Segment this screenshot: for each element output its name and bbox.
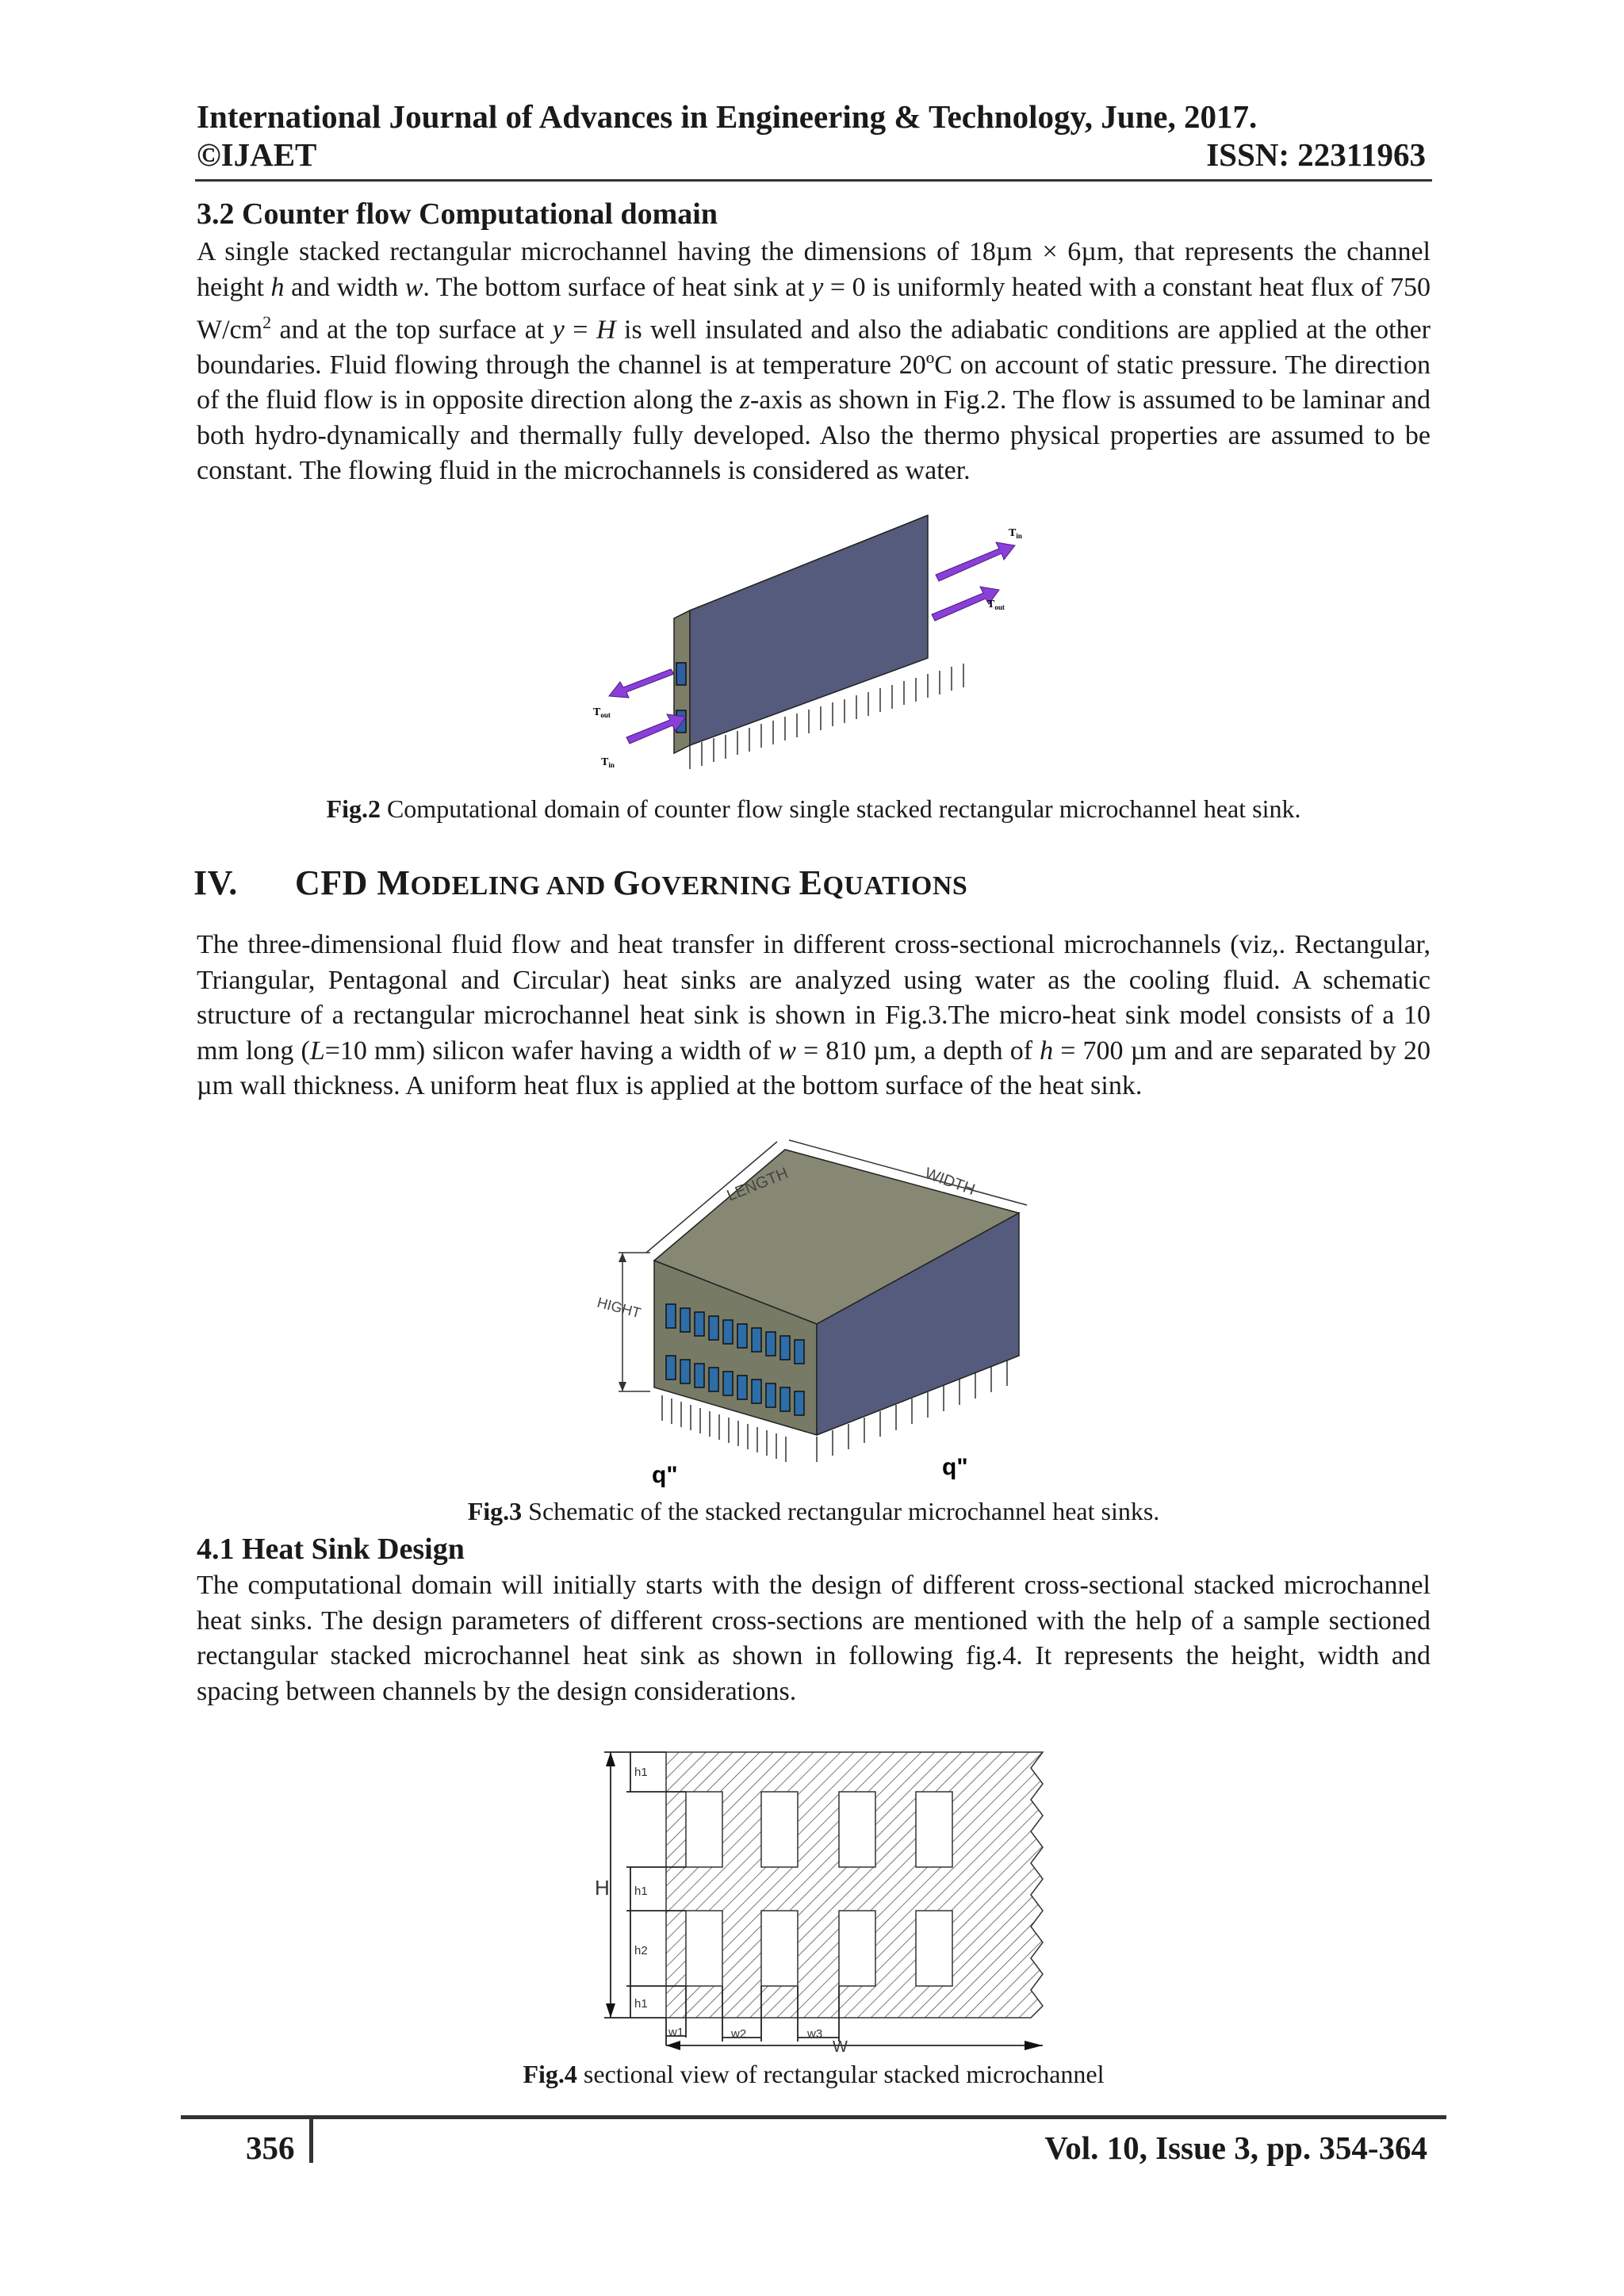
fig2-label-tout-top: $T_{out}$ bbox=[987, 599, 1005, 611]
fig3-length-label: LENGTH bbox=[724, 1164, 791, 1205]
fig4-caption: Fig.4 sectional view of rectangular stacked microchannel bbox=[523, 2060, 1105, 2088]
page-number: 356 bbox=[246, 2130, 295, 2166]
fig4-h1-bottom-label: h1 bbox=[634, 1997, 648, 2011]
fig3-width-label: WIDTH bbox=[922, 1165, 978, 1200]
section-iv-number: IV. bbox=[193, 863, 238, 902]
section-4-1-title: 4.1 Heat Sink Design bbox=[197, 1533, 465, 1566]
fig4-w1-label: w1 bbox=[668, 2026, 684, 2039]
fig4-w2-label: w2 bbox=[731, 2027, 747, 2041]
fig4-W-label: W bbox=[833, 2038, 848, 2053]
section-3-2-paragraph: A single stacked rectangular microchannel having the dimensions of 18µm × 6µm, that represents the channel height h and width w. The bottom surface of heat sink at y = 0 is uniformly heated with a constant heat flux of 750 $W/cm^2$ and at the top surface at y = H is well insulated and also the adiabatic conditions are applied at the other boundaries. Fluid flowing through the channel is at temperature 20ºC on account of static pressure. The direction of the fluid flow is in opposite direction along the z-axis as shown in Fig.2. The flow is assumed to be laminar and both hydro-dynamically and thermally fully developed. Also the thermo physical properties are assumed to be constant. The flowing fluid in the microchannels is considered as water. bbox=[197, 237, 1431, 486]
section-iv-paragraph: The three-dimensional fluid flow and heat transfer in different cross-sectional microchannels (viz,. Rectangular, Triangular, Pentagonal and Circular) heat sinks are analyzed using water as the cooling fluid. A schematic structure of a rectangular microchannel heat sink is shown in Fig.3.The micro-heat sink model consists of a 10 mm long (L=10 mm) silicon wafer having a width of w = 810 µm, a depth of h = 700 µm and are separated by 20 µm wall thickness. A uniform heat flux is applied at the bottom surface of the heat sink. bbox=[197, 930, 1431, 1100]
fig3-flux-left: q" bbox=[652, 1462, 678, 1488]
fig4-H-label: H bbox=[595, 1876, 610, 1900]
fig2-label-tin-top: $T_{in}$ bbox=[1009, 527, 1022, 540]
footer-rule bbox=[181, 2115, 1446, 2119]
fig4-sectional-view-diagram bbox=[587, 1736, 1047, 2053]
fig4-h2-label: h2 bbox=[634, 1944, 648, 1957]
fig3-height-label: HIGHT bbox=[595, 1294, 643, 1322]
fig4-h1-mid-label: h1 bbox=[634, 1885, 648, 1898]
fig2-label-tout-left: $T_{out}$ bbox=[593, 706, 611, 719]
fig3-flux-right: q" bbox=[942, 1454, 968, 1480]
fig3-caption: Fig.3 Schematic of the stacked rectangular microchannel heat sinks. bbox=[467, 1497, 1160, 1525]
fig2-label-tin-left: $T_{in}$ bbox=[601, 756, 615, 769]
fig4-h1-top-label: h1 bbox=[634, 1766, 648, 1779]
header-rule bbox=[195, 179, 1432, 182]
section-3-2-title: 3.2 Counter flow Computational domain bbox=[197, 197, 718, 231]
footer-divider bbox=[309, 2118, 313, 2163]
fig2-caption: Fig.2 Computational domain of counter flow single stacked rectangular microchannel heat sink. bbox=[326, 794, 1301, 823]
fig2-heat-sink-diagram bbox=[571, 507, 1063, 785]
copyright: ©IJAET bbox=[197, 136, 317, 173]
volume-info: Vol. 10, Issue 3, pp. 354-364 bbox=[1044, 2130, 1427, 2166]
journal-title: International Journal of Advances in Engineering & Technology, June, 2017. bbox=[197, 98, 1258, 135]
fig3-stacked-heat-sink-diagram bbox=[587, 1126, 1047, 1498]
section-4-1-paragraph: The computational domain will initially starts with the design of different cross-sectional stacked microchannel heat sinks. The design parameters of different cross-sections are mentioned with the help of a sample sectioned rectangular stacked microchannel heat sink as shown in following fig.4. It represents the height, width and spacing between channels by the design considerations. bbox=[197, 1571, 1431, 1706]
section-iv-title: CFD MODELING AND GOVERNING EQUATIONS bbox=[295, 863, 968, 902]
issn: ISSN: 22311963 bbox=[1206, 136, 1426, 173]
fig4-w3-label: w3 bbox=[807, 2027, 823, 2041]
